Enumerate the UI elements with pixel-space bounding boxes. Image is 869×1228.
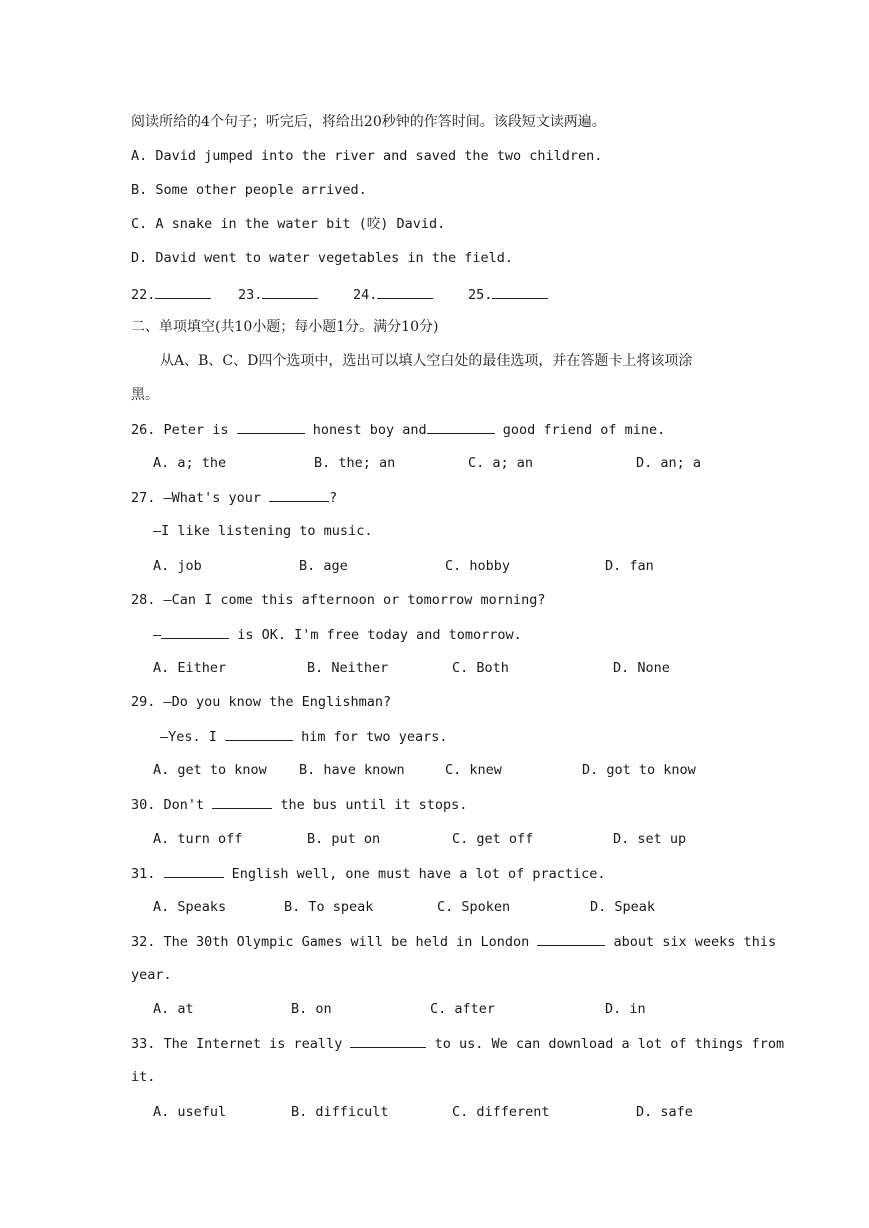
option-b[interactable]: B. difficult [291, 1104, 389, 1120]
question-text: the bus until it stops. [272, 797, 468, 813]
option-a[interactable]: A. turn off [153, 831, 243, 847]
option-c[interactable]: C. different [452, 1104, 550, 1120]
blank[interactable] [237, 419, 305, 434]
option-d[interactable]: D. an; a [636, 455, 702, 471]
option-d[interactable]: D. None [613, 660, 670, 676]
question-text: 30. Don't [131, 797, 213, 813]
answer-23[interactable] [238, 284, 318, 305]
question-31 [131, 863, 606, 884]
blank[interactable] [161, 624, 229, 639]
option-b[interactable]: B. Neither [307, 660, 389, 676]
section2-title: 二、单项填空(共10小题；每小题1分。满分10分) [131, 319, 439, 335]
sentence-c: C. A snake in the water bit (咬) David. [131, 216, 446, 232]
option-d[interactable]: D. got to know [582, 762, 696, 778]
question-28: 28. —Can I come this afternoon or tomorrow morning? [131, 592, 546, 608]
blank[interactable] [212, 794, 272, 809]
section2-instruction-cont: 黑。 [131, 387, 159, 403]
question-26 [131, 419, 665, 440]
question-text: is OK. I'm free today and tomorrow. [229, 627, 522, 643]
answer-blank[interactable] [155, 284, 211, 299]
question-text: to us. We can download a lot of things from [426, 1036, 785, 1052]
question-29-reply [160, 726, 447, 747]
question-text: honest boy and [304, 422, 427, 438]
option-d[interactable]: D. safe [636, 1104, 693, 1120]
option-b[interactable]: B. To speak [284, 899, 374, 915]
answer-blank[interactable] [492, 284, 548, 299]
answer-number: 24. [353, 287, 378, 303]
question-33-cont: it. [131, 1069, 156, 1085]
option-b[interactable]: B. on [291, 1001, 332, 1017]
answer-number: 23. [238, 287, 263, 303]
sentence-b: B. Some other people arrived. [131, 182, 367, 198]
answer-25[interactable] [468, 284, 548, 305]
option-a[interactable]: A. Either [153, 660, 227, 676]
question-32-cont: year. [131, 967, 172, 983]
question-33 [131, 1033, 784, 1054]
section2-instruction: 从A、B、C、D四个选项中，选出可以填人空白处的最佳选项，并在答题卡上将该项涂 [160, 353, 693, 369]
sentence-d: D. David went to water vegetables in the field. [131, 250, 514, 266]
option-d[interactable]: D. set up [613, 831, 687, 847]
answer-number: 25. [468, 287, 493, 303]
option-c[interactable]: C. after [430, 1001, 496, 1017]
answer-22[interactable] [131, 284, 211, 305]
question-text: 27. —What's your [131, 490, 270, 506]
answer-blank[interactable] [262, 284, 318, 299]
question-27 [131, 487, 337, 508]
option-d[interactable]: D. fan [605, 558, 654, 574]
question-text: 31. [131, 866, 164, 882]
question-27-reply: —I like listening to music. [153, 523, 373, 539]
sentence-a: A. David jumped into the river and saved the two children. [131, 148, 603, 164]
blank[interactable] [164, 863, 224, 878]
option-b[interactable]: B. have known [299, 762, 405, 778]
question-text: ? [329, 490, 338, 506]
option-c[interactable]: C. Spoken [437, 899, 511, 915]
answer-number: 22. [131, 287, 156, 303]
option-a[interactable]: A. job [153, 558, 202, 574]
option-d[interactable]: D. in [605, 1001, 646, 1017]
listening-instruction: 阅读所给的4个句子；听完后，将给出20秒钟的作答时间。该段短文读两遍。 [131, 114, 606, 130]
blank[interactable] [269, 487, 329, 502]
option-b[interactable]: B. the; an [314, 455, 396, 471]
option-a[interactable]: A. useful [153, 1104, 227, 1120]
question-text: English well, one must have a lot of practice. [223, 866, 606, 882]
question-text: 26. Peter is [131, 422, 237, 438]
question-text: —Yes. I [160, 729, 226, 745]
blank[interactable] [537, 931, 605, 946]
question-text: 32. The 30th Olympic Games will be held in London [131, 934, 538, 950]
option-c[interactable]: C. get off [452, 831, 534, 847]
option-b[interactable]: B. age [299, 558, 348, 574]
blank[interactable] [350, 1033, 426, 1048]
option-c[interactable]: C. knew [445, 762, 502, 778]
question-text: — [153, 627, 162, 643]
option-a[interactable]: A. get to know [153, 762, 267, 778]
question-28-reply [153, 624, 522, 645]
option-d[interactable]: D. Speak [590, 899, 656, 915]
option-a[interactable]: A. at [153, 1001, 194, 1017]
option-a[interactable]: A. Speaks [153, 899, 227, 915]
question-30 [131, 794, 467, 815]
question-29: 29. —Do you know the Englishman? [131, 694, 392, 710]
option-c[interactable]: C. Both [452, 660, 509, 676]
option-b[interactable]: B. put on [307, 831, 381, 847]
option-c[interactable]: C. hobby [445, 558, 511, 574]
option-a[interactable]: A. a; the [153, 455, 227, 471]
answer-24[interactable] [353, 284, 433, 305]
question-text: 33. The Internet is really [131, 1036, 351, 1052]
question-text: good friend of mine. [494, 422, 666, 438]
blank[interactable] [427, 419, 495, 434]
answer-blank[interactable] [377, 284, 433, 299]
blank[interactable] [225, 726, 293, 741]
question-text: him for two years. [293, 729, 448, 745]
option-c[interactable]: C. a; an [468, 455, 534, 471]
question-32 [131, 931, 776, 952]
question-text: about six weeks this [605, 934, 777, 950]
